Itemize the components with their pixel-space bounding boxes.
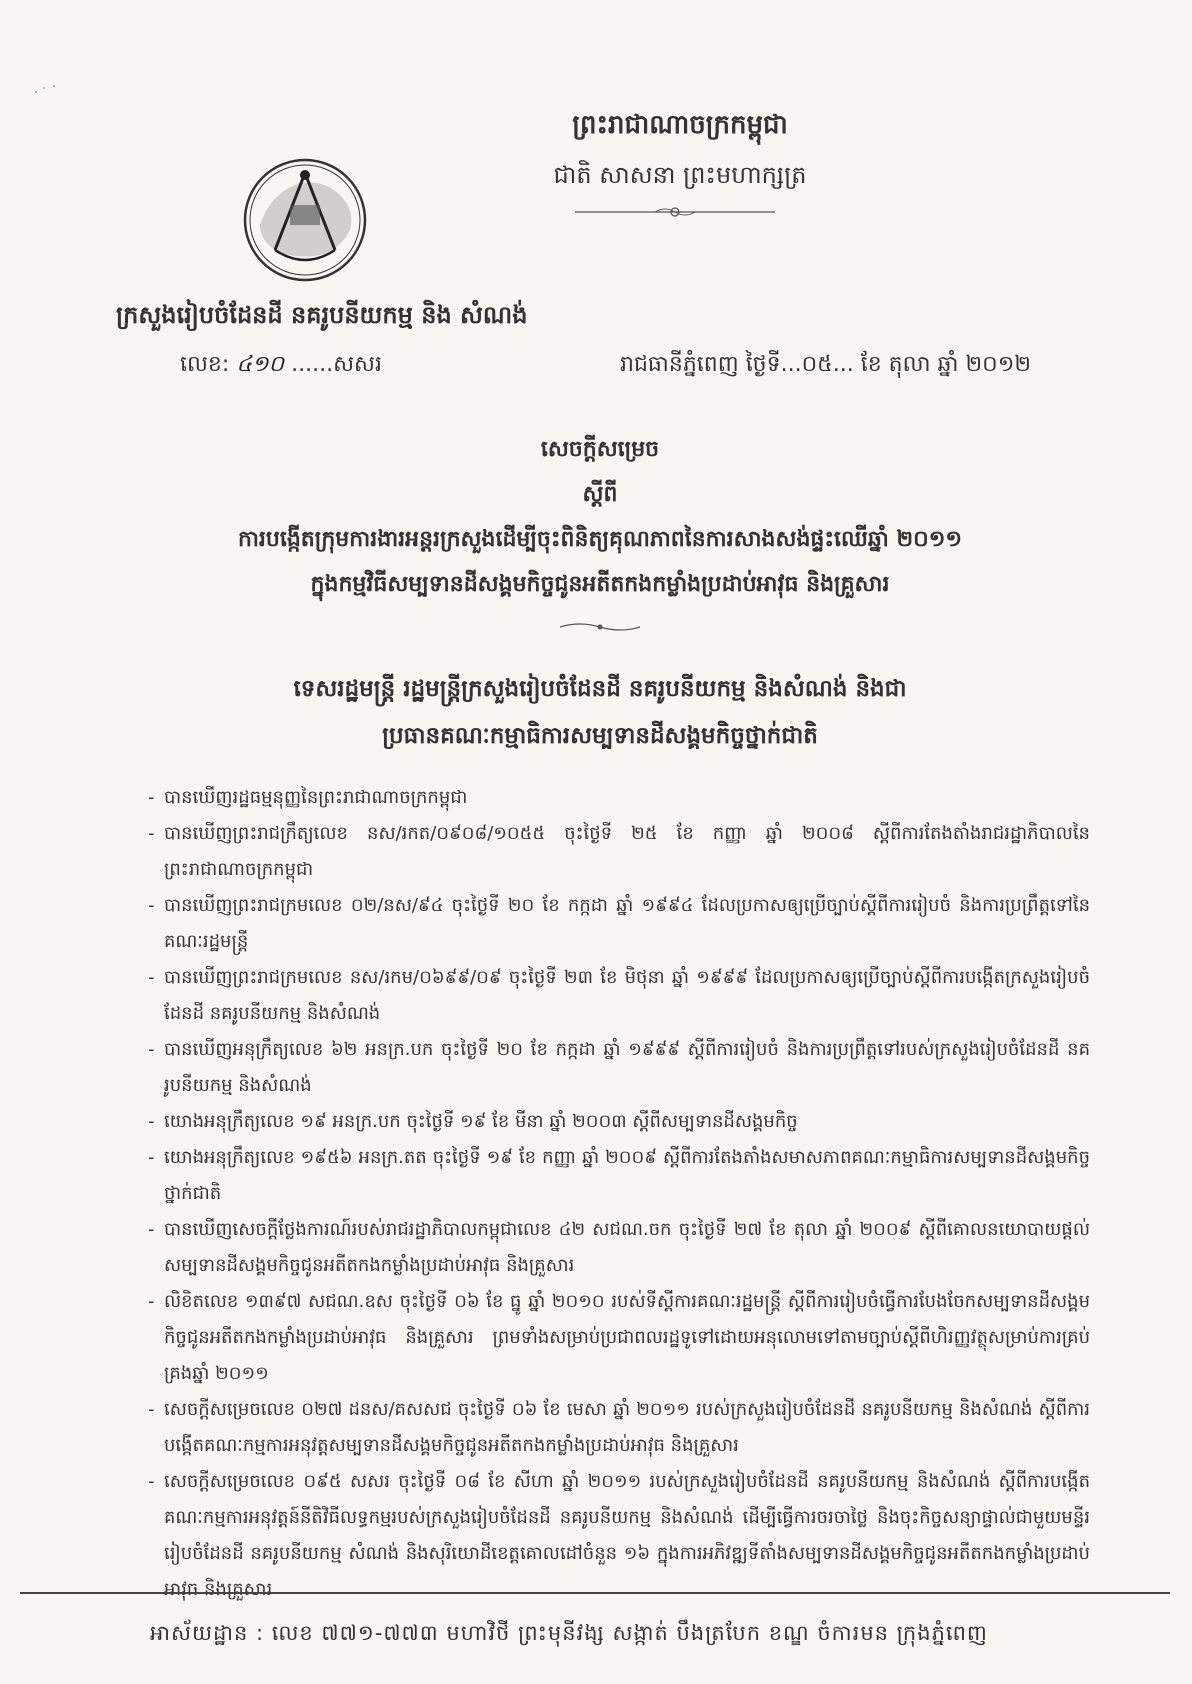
kingdom-heading: ព្រះរាជាណាចក្រកម្ពុជា	[572, 110, 788, 140]
number-suffix: ......សសរ	[291, 352, 382, 377]
preamble-clauses	[150, 780, 1090, 1608]
decision-title: សេចក្តីសម្រេច	[540, 437, 660, 462]
clause-item: - បានឃើញព្រះរាជក្រមលេខ ០២/នស/៩៤ ចុះថ្ងៃទី ២០ ខែ កក្កដា ឆ្នាំ ១៩៩៤ ដែលប្រកាសឲ្យប្រើច្បាប់ស្តីពីការរៀបចំ និងការប្រព្រឹត្តទៅនៃគណៈរដ្ឋមន្ត្រី	[150, 888, 1090, 960]
footer-divider	[20, 1592, 1170, 1594]
clause-item: - យោងអនុក្រឹត្យលេខ ១៩៥៦ អនក្រ.តត ចុះថ្ងៃទី ១៩ ខែ កញ្ញា ឆ្នាំ ២០០៩ ស្តីពីការតែងតាំងសមាសភាពគណៈកម្មាធិការសម្បទានដីសង្គមកិច្ចថ្នាក់ជាតិ	[150, 1140, 1090, 1212]
subject-line-2: ក្នុងកម្មវិធីសម្បទានដីសង្គមកិច្ចជូនអតីតកងកម្លាំងប្រដាប់អាវុធ និងគ្រួសារ	[310, 572, 890, 597]
number-value: ៤១០	[236, 352, 285, 377]
national-motto: ជាតិ សាសនា ព្រះមហាក្សត្រ	[553, 161, 807, 189]
document-number	[180, 350, 480, 382]
clause-item: - បានឃើញសេចក្តីថ្លែងការណ៍របស់រាជរដ្ឋាភិបាលកម្ពុជាលេខ ៤២ សជណ.ចក ចុះថ្ងៃទី ២៧ ខែ តុលា ឆ្នាំ ២០០៩ ស្តីពីគោលនយោបាយផ្តល់សម្បទានដីសង្គមកិច្ចជូនអតីតកងកម្លាំងប្រដាប់អាវុធ និងគ្រួសារ	[150, 1212, 1090, 1284]
ministry-emblem-icon	[240, 155, 370, 285]
clause-item: - យោងអនុក្រឹត្យលេខ ១៩ អនក្រ.បក ចុះថ្ងៃទី ១៩ ខែ មីនា ឆ្នាំ ២០០៣ ស្តីពីសម្បទានដីសង្គមកិច្ច	[150, 1104, 1090, 1140]
clause-item: - លិខិតលេខ ១៣៩៧ សជណ.ឧស ចុះថ្ងៃទី ០៦ ខែ ធ្នូ ឆ្នាំ ២០១០ របស់ទីស្តីការគណៈរដ្ឋមន្ត្រី ស្តីពីការរៀបចំធ្វើការបែងចែកសម្បទានដីសង្គមកិច្ចជូនអតីតកងកម្លាំងប្រដាប់អាវុធ និងគ្រួសារ ព្រមទាំងសម្រាប់ប្រជាពលរដ្ឋទូទៅដោយអនុលោមទៅតាមច្បាប់ស្តីពីហិរញ្ញវត្ថុសម្រាប់ការគ្រប់គ្រងឆ្នាំ ២០១១	[150, 1284, 1090, 1392]
small-ornament-icon	[560, 620, 640, 634]
minister-title-1: ទេសរដ្ឋមន្ត្រី រដ្ឋមន្ត្រីក្រសួងរៀបចំដែនដី នគរូបនីយកម្ម និងសំណង់ និងជា	[293, 676, 907, 702]
ornament-divider-icon	[575, 204, 775, 220]
footer-address: អាស័យដ្ឋាន : លេខ ៧៧១-៧៧៣ មហាវិថី ព្រះមុនីវង្ស សង្កាត់ បឹងត្របែក ខណ្ឌ ចំការមន ក្រុងភ្នំពេញ	[150, 1621, 988, 1645]
scan-specks	[30, 80, 110, 100]
number-label: លេខ:	[180, 352, 230, 377]
minister-title-2: ប្រធានគណៈកម្មាធិការសម្បទានដីសង្គមកិច្ចថ្នាក់ជាតិ	[382, 723, 818, 749]
clause-item: - សេចក្តីសម្រេចលេខ ០៩៥ សសរ ចុះថ្ងៃទី ០៨ ខែ សីហា ឆ្នាំ ២០១១ របស់ក្រសួងរៀបចំដែនដី នគរូបនីយកម្ម និងសំណង់ ស្តីពីការបង្កើតគណៈកម្មការអនុវត្តន៍នីតិវិធីលទ្ធកម្មរបស់ក្រសួងរៀបចំដែនដី នគរូបនីយកម្ម និងសំណង់ ដើម្បីធ្វើការចរចាថ្លៃ និងចុះកិច្ចសន្យាផ្ទាល់ជាមួយមន្ទីររៀបចំដែនដី នគរូបនីយកម្ម សំណង់ និងសុរិយោដីខេត្តគោលដៅចំនួន ១៦ ក្នុងការអភិវឌ្ឍទីតាំងសម្បទានដីសង្គមកិច្ចជូនអតីតកងកម្លាំងប្រដាប់អាវុធ និងគ្រួសារ	[150, 1464, 1090, 1608]
clause-item: - បានឃើញព្រះរាជក្រមលេខ នស/រកម/០៦៩៩/០៩ ចុះថ្ងៃទី ២៣ ខែ មិថុនា ឆ្នាំ ១៩៩៩ ដែលប្រកាសឲ្យប្រើច្បាប់ស្តីពីការបង្កើតក្រសួងរៀបចំដែនដី នគរូបនីយកម្ម និងសំណង់	[150, 960, 1090, 1032]
regarding-label: ស្តីពី	[582, 482, 618, 507]
ministry-name: ក្រសួងរៀបចំដែនដី នគរូបនីយកម្ម និង សំណង់	[116, 301, 528, 329]
subject-line-1: ការបង្កើតក្រុមការងារអន្តរក្រសួងដើម្បីចុះពិនិត្យគុណភាពនៃការសាងសង់ផ្ទះឈើឆ្នាំ ២០១១	[237, 527, 963, 552]
clause-item: - សេចក្តីសម្រេចលេខ ០២៧ ដនស/គសសជ ចុះថ្ងៃទី ០៦ ខែ មេសា ឆ្នាំ ២០១១ របស់ក្រសួងរៀបចំដែនដី នគរូបនីយកម្ម និងសំណង់ ស្តីពីការបង្កើតគណៈកម្មការអនុវត្តសម្បទានដីសង្គមកិច្ចជូនអតីតកងកម្លាំងប្រដាប់អាវុធ និងគ្រួសារ	[150, 1392, 1090, 1464]
clause-item: - បានឃើញអនុក្រឹត្យលេខ ៦២ អនក្រ.បក ចុះថ្ងៃទី ២០ ខែ កក្កដា ឆ្នាំ ១៩៩៩ ស្តីពីការរៀបចំ និងការប្រព្រឹត្តទៅរបស់ក្រសួងរៀបចំដែនដី នគរូបនីយកម្ម និងសំណង់	[150, 1032, 1090, 1104]
clause-item: - បានឃើញព្រះរាជក្រឹត្យលេខ នស/រកត/០៩០៨/១០៥៥ ចុះថ្ងៃទី ២៥ ខែ កញ្ញា ឆ្នាំ ២០០៨ ស្តីពីការតែងតាំងរាជរដ្ឋាភិបាលនៃព្រះរាជាណាចក្រកម្ពុជា	[150, 816, 1090, 888]
date-line: រាជធានីភ្នំពេញ ថ្ងៃទី...០៥... ខែ តុលា ឆ្នាំ ២០១២	[620, 352, 1032, 377]
clause-item: - បានឃើញរដ្ឋធម្មនុញ្ញនៃព្រះរាជាណាចក្រកម្ពុជា	[150, 780, 1090, 816]
